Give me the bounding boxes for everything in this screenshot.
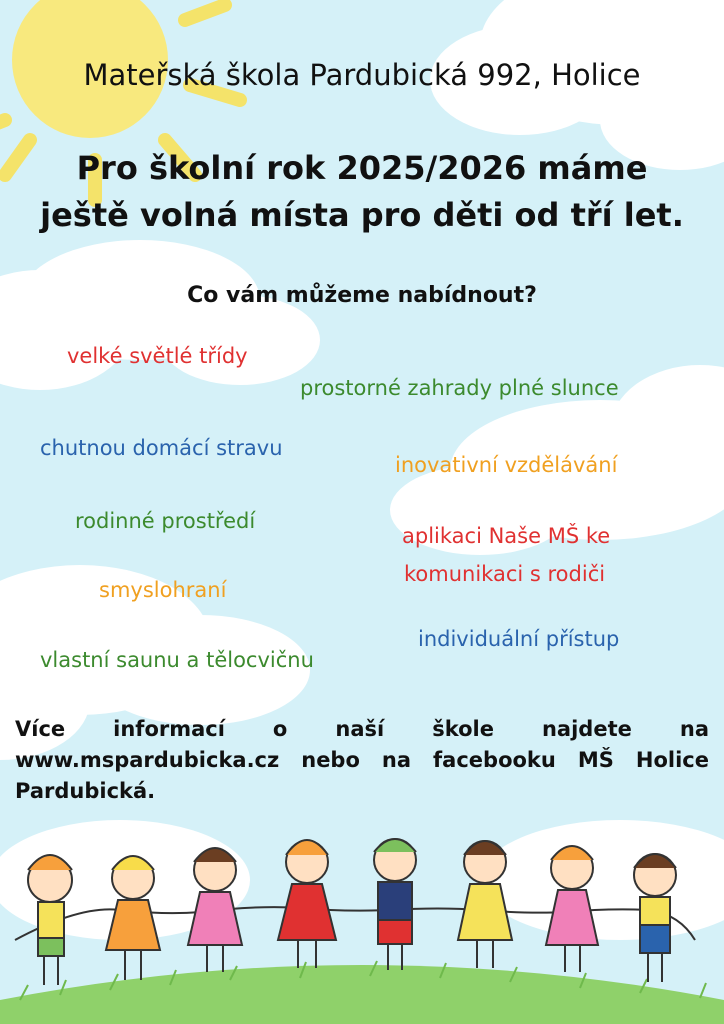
offer-family-environment: rodinné prostředí	[75, 509, 256, 533]
headline-line-1: Pro školní rok 2025/2026 máme	[76, 149, 648, 187]
offer-individual-approach: individuální přístup	[418, 627, 620, 651]
offer-innovative-education: inovativní vzdělávání	[395, 453, 618, 477]
offer-home-food: chutnou domácí stravu	[40, 436, 283, 460]
headline	[0, 145, 724, 239]
offer-sensory-play: smyslohraní	[99, 578, 227, 602]
more-info-text: Více informací o naší škole najdete na www.mspardubicka.cz nebo na facebooku MŠ Holice Pardubická.	[15, 717, 709, 803]
offer-question: Co vám můžeme nabídnout?	[187, 283, 537, 308]
offer-sauna-gym: vlastní saunu a tělocvičnu	[40, 648, 314, 672]
offer-bright-classrooms: velké světlé třídy	[67, 344, 248, 368]
cloud-icon	[0, 820, 724, 940]
headline-line-2: ještě volná místa pro děti od tří let.	[40, 196, 684, 234]
school-name: Mateřská škola Pardubická 992, Holice	[83, 58, 641, 92]
offer-app-line-2: komunikaci s rodiči	[404, 562, 606, 586]
grass-hill	[0, 961, 724, 1024]
offer-spacious-gardens: prostorné zahrady plné slunce	[300, 376, 619, 400]
offer-app-line-1: aplikaci Naše MŠ ke	[402, 524, 611, 548]
